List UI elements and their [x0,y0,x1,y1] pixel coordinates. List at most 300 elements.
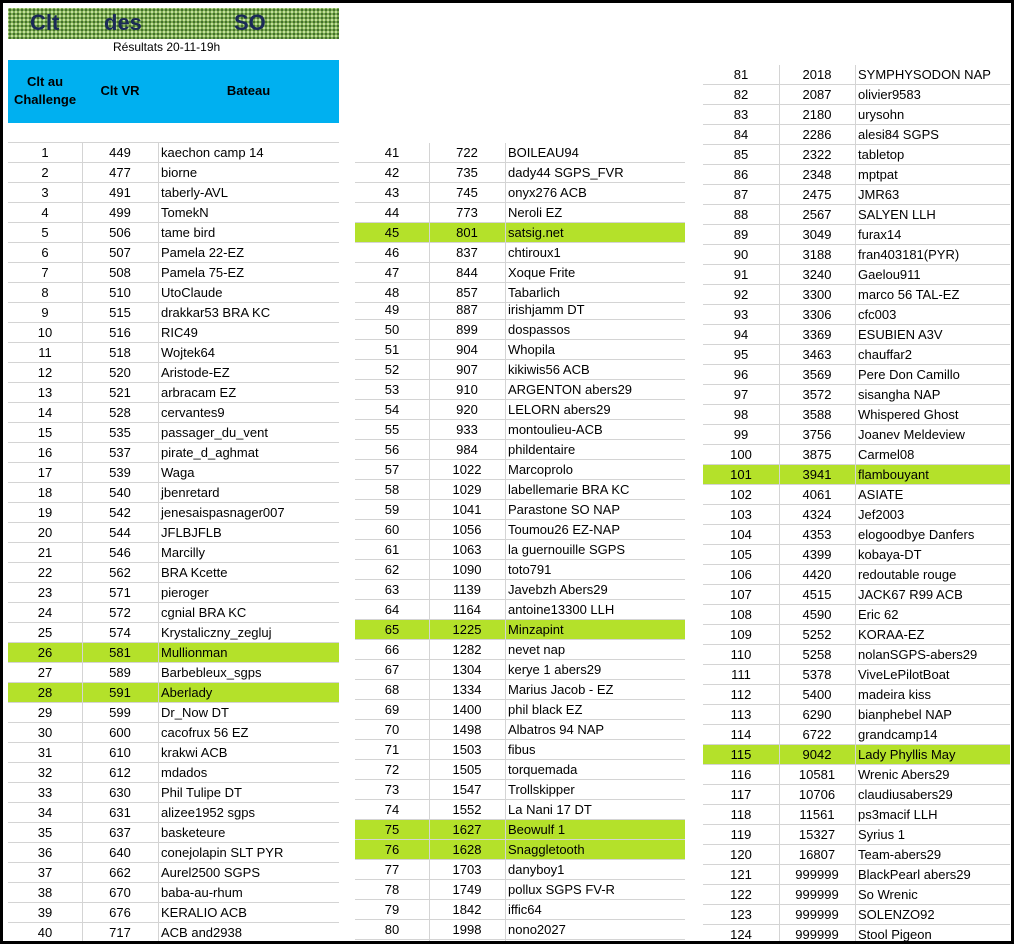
boat-name: passager_du_vent [161,425,268,440]
vr-rank: 4590 [802,607,832,622]
challenge-rank: 108 [730,607,752,622]
challenge-rank: 52 [384,362,400,377]
results-date: Résultats 20-11-19h [113,40,221,54]
table-row [355,300,685,320]
challenge-rank: 121 [730,867,752,882]
challenge-rank: 66 [384,642,400,657]
challenge-rank: 91 [733,267,749,282]
table-row [8,423,339,443]
challenge-rank: 103 [730,507,752,522]
vr-rank: 3049 [802,227,832,242]
vr-rank: 899 [456,322,478,337]
challenge-rank: 34 [37,805,53,820]
vr-rank: 2322 [802,147,832,162]
table-row [703,505,1010,525]
vr-rank: 520 [109,365,131,380]
table-row [703,885,1010,905]
challenge-rank: 69 [384,702,400,717]
vr-rank: 5400 [802,687,832,702]
challenge-rank: 13 [37,385,53,400]
boat-name: BlackPearl abers29 [858,867,971,882]
column-separator [505,143,506,943]
boat-name: Marcilly [161,545,206,560]
table-row [8,583,339,603]
vr-rank: 574 [109,625,131,640]
vr-rank: 4324 [802,507,832,522]
challenge-rank: 45 [384,225,400,240]
table-row [8,503,339,523]
vr-rank: 631 [109,805,131,820]
header-rank-line2: Challenge [13,92,77,107]
boat-name: cacofrux 56 EZ [161,725,249,740]
boat-name: Carmel08 [858,447,915,462]
challenge-rank: 117 [730,787,752,802]
table-row [8,763,339,783]
challenge-rank: 60 [384,522,400,537]
column-separator [855,65,856,944]
vr-rank: 591 [109,685,131,700]
vr-rank: 4399 [802,547,832,562]
vr-rank: 933 [456,422,478,437]
boat-name: claudiusabers29 [858,787,953,802]
boat-name: ACB and2938 [161,925,242,940]
vr-rank: 640 [109,845,131,860]
challenge-rank: 32 [37,765,53,780]
boat-name: iffic64 [508,902,542,917]
boat-name: jbenretard [161,485,220,500]
boat-name: kobaya-DT [858,547,922,562]
table-row [703,845,1010,865]
challenge-rank: 65 [384,622,400,637]
table-row [8,723,339,743]
boat-name: Jef2003 [858,507,905,522]
boat-name: Snaggletooth [508,842,585,857]
boat-name: mdados [161,765,208,780]
table-row [355,400,685,420]
vr-rank: 528 [109,405,131,420]
boat-name: pieroger [161,585,209,600]
challenge-rank: 7 [41,265,49,280]
vr-rank: 539 [109,465,131,480]
table-row [355,600,685,620]
boat-name: Mullionman [161,645,228,660]
boat-name: alesi84 SGPS [858,127,939,142]
boat-name: fibus [508,742,536,757]
vr-rank: 1282 [452,642,482,657]
challenge-rank: 44 [384,205,400,220]
table-row [703,365,1010,385]
boat-name: cervantes9 [161,405,225,420]
vr-rank: 907 [456,362,478,377]
table-row [8,523,339,543]
table-row [8,703,339,723]
challenge-rank: 5 [41,225,49,240]
boat-name: Albatros 94 NAP [508,722,605,737]
vr-rank: 10706 [798,787,836,802]
vr-rank: 540 [109,485,131,500]
vr-rank: 491 [109,185,131,200]
column-separator [82,143,83,943]
table-row [8,143,339,163]
boat-name: tabletop [858,147,905,162]
challenge-rank: 43 [384,185,400,200]
boat-name: arbracam EZ [161,385,237,400]
vr-rank: 11561 [799,807,835,822]
boat-name: Neroli EZ [508,205,563,220]
vr-rank: 857 [456,285,478,300]
vr-rank: 1627 [452,822,482,837]
challenge-rank: 27 [37,665,53,680]
table-row [8,323,339,343]
table-row [8,283,339,303]
vr-rank: 999999 [795,887,839,902]
boat-name: SOLENZO92 [858,907,935,922]
boat-name: biorne [161,165,198,180]
table-row [703,925,1010,944]
vr-rank: 15327 [798,827,836,842]
table-row [8,183,339,203]
table-row [8,263,339,283]
boat-name: kikiwis56 ACB [508,362,590,377]
challenge-rank: 70 [384,722,400,737]
table-row [8,203,339,223]
table-row [703,325,1010,345]
vr-rank: 1063 [452,542,482,557]
table-row [8,363,339,383]
header-boat: Bateau [226,83,271,98]
table-row [355,840,685,860]
boat-name: JFLBJFLB [161,525,222,540]
boat-name: Joanev Meldeview [858,427,965,442]
vr-rank: 508 [109,265,131,280]
boat-name: Minzapint [508,622,564,637]
challenge-rank: 22 [37,565,53,580]
challenge-rank: 93 [733,307,749,322]
table-row [355,263,685,283]
table-row [8,663,339,683]
vr-rank: 5258 [802,647,832,662]
boat-name: olivier9583 [858,87,921,102]
vr-rank: 2348 [802,167,832,182]
table-row [703,345,1010,365]
challenge-rank: 50 [384,322,400,337]
table-row [355,820,685,840]
table-row [355,660,685,680]
vr-rank: 1029 [452,482,482,497]
table-row [703,785,1010,805]
challenge-rank: 89 [733,227,749,242]
table-row [703,625,1010,645]
challenge-rank: 78 [384,882,400,897]
boat-name: Javebzh Abers29 [508,582,608,597]
boat-name: Wojtek64 [161,345,215,360]
vr-rank: 1304 [452,662,482,677]
table-row [703,665,1010,685]
boat-name: LELORN abers29 [508,402,611,417]
boat-name: Waga [161,465,195,480]
vr-rank: 670 [109,885,131,900]
challenge-rank: 112 [730,687,752,702]
boat-name: Trollskipper [508,782,575,797]
challenge-rank: 115 [730,747,752,762]
challenge-rank: 64 [384,602,400,617]
boat-name: Aristode-EZ [161,365,230,380]
challenge-rank: 79 [384,902,400,917]
boat-name: UtoClaude [161,285,223,300]
vr-rank: 1225 [452,622,482,637]
boat-name: la guernouille SGPS [508,542,626,557]
vr-rank: 1090 [452,562,482,577]
vr-rank: 507 [109,245,131,260]
table-row [355,420,685,440]
challenge-rank: 113 [730,707,752,722]
challenge-rank: 26 [37,645,53,660]
challenge-rank: 102 [730,487,752,502]
vr-rank: 630 [109,785,131,800]
table-row [703,65,1010,85]
table-row [8,743,339,763]
table-row [355,203,685,223]
challenge-rank: 14 [37,405,53,420]
vr-rank: 5252 [802,627,832,642]
boat-name: antoine13300 LLH [508,602,615,617]
table-row [703,825,1010,845]
challenge-rank: 8 [41,285,49,300]
boat-name: Lady Phyllis May [858,747,956,762]
boat-name: KORAA-EZ [858,627,925,642]
challenge-rank: 96 [733,367,749,382]
challenge-rank: 29 [37,705,53,720]
table-row [703,405,1010,425]
boat-name: kaechon camp 14 [161,145,264,160]
table-row [703,185,1010,205]
vr-rank: 537 [109,445,131,460]
challenge-rank: 100 [730,447,752,462]
vr-rank: 3941 [802,467,832,482]
vr-rank: 449 [109,145,131,160]
boat-name: Wrenic Abers29 [858,767,950,782]
vr-rank: 1998 [452,922,482,937]
table-row [8,303,339,323]
vr-rank: 1041 [452,502,482,517]
table-row [355,243,685,263]
table-row [703,865,1010,885]
challenge-rank: 54 [384,402,400,417]
vr-rank: 745 [456,185,478,200]
table-row [703,165,1010,185]
boat-name: Marius Jacob - EZ [508,682,614,697]
table-row [355,680,685,700]
challenge-rank: 81 [733,67,749,82]
boat-name: alizee1952 sgps [161,805,255,820]
vr-rank: 477 [109,165,131,180]
challenge-rank: 48 [384,285,400,300]
challenge-rank: 12 [37,365,53,380]
challenge-rank: 15 [37,425,53,440]
challenge-rank: 51 [384,342,400,357]
title-word-3: SO [234,10,266,35]
boat-name: Pamela 22-EZ [161,245,245,260]
vr-rank: 999999 [795,867,839,882]
challenge-rank: 53 [384,382,400,397]
challenge-rank: 1 [41,145,49,160]
title-banner [8,8,339,39]
challenge-rank: 55 [384,422,400,437]
boat-name: Phil Tulipe DT [161,785,242,800]
title-word-2: des [104,10,142,35]
challenge-rank: 36 [37,845,53,860]
boat-name: labellemarie BRA KC [508,482,630,497]
challenge-rank: 20 [37,525,53,540]
vr-rank: 1334 [452,682,482,697]
challenge-rank: 30 [37,725,53,740]
header-vr: Clt VR [100,83,140,98]
boat-name: Team-abers29 [858,847,942,862]
boat-name: Pere Don Camillo [858,367,960,382]
boat-name: bianphebel NAP [858,707,952,722]
table-row [703,605,1010,625]
vr-rank: 920 [456,402,478,417]
challenge-rank: 111 [731,667,751,682]
table-row [703,105,1010,125]
boat-name: RIC49 [161,325,198,340]
table-row [703,485,1010,505]
table-row [355,340,685,360]
table-row [8,903,339,923]
vr-rank: 1022 [452,462,482,477]
challenge-rank: 24 [37,605,53,620]
challenge-rank: 17 [37,465,53,480]
challenge-rank: 4 [41,205,49,220]
vr-rank: 910 [456,382,478,397]
table-row [703,905,1010,925]
table-row [355,700,685,720]
table-row [703,425,1010,445]
vr-rank: 1547 [452,782,482,797]
header-rank-line1: Clt au [26,74,64,89]
vr-rank: 3588 [802,407,832,422]
table-row [8,483,339,503]
vr-rank: 562 [109,565,131,580]
table-row [355,560,685,580]
vr-rank: 510 [109,285,131,300]
challenge-rank: 47 [384,265,400,280]
boat-name: cfc003 [858,307,897,322]
vr-rank: 2286 [802,127,832,142]
table-row [8,603,339,623]
vr-rank: 722 [456,145,478,160]
boat-name: irishjamm DT [508,302,585,317]
vr-rank: 600 [109,725,131,740]
challenge-rank: 33 [37,785,53,800]
boat-name: baba-au-rhum [161,885,243,900]
boat-name: fran403181(PYR) [858,247,960,262]
challenge-rank: 80 [384,922,400,937]
challenge-rank: 28 [37,685,53,700]
table-row [8,623,339,643]
vr-rank: 6722 [802,727,832,742]
vr-rank: 999999 [795,927,839,942]
challenge-rank: 119 [730,827,752,842]
challenge-rank: 49 [384,302,400,317]
table-row [8,883,339,903]
table-row [8,343,339,363]
boat-name: flambouyant [858,467,929,482]
challenge-rank: 98 [733,407,749,422]
table-row [8,863,339,883]
boat-name: grandcamp14 [858,727,938,742]
table-row [703,765,1010,785]
vr-rank: 521 [109,385,131,400]
challenge-rank: 109 [730,627,752,642]
challenge-rank: 83 [733,107,749,122]
table-row [355,540,685,560]
vr-rank: 544 [109,525,131,540]
vr-rank: 1703 [452,862,482,877]
challenge-rank: 75 [384,822,400,837]
vr-rank: 717 [109,925,131,940]
table-row [8,463,339,483]
vr-rank: 735 [456,165,478,180]
vr-rank: 3240 [802,267,832,282]
table-row [8,643,339,663]
table-row [703,385,1010,405]
vr-rank: 2567 [802,207,832,222]
challenge-rank: 10 [37,325,53,340]
boat-name: KERALIO ACB [161,905,247,920]
table-row [355,920,685,940]
table-row [355,460,685,480]
challenge-rank: 123 [730,907,752,922]
header-rank [8,73,82,109]
table-row [703,145,1010,165]
vr-rank: 984 [456,442,478,457]
boat-name: tame bird [161,225,216,240]
vr-rank: 2087 [802,87,832,102]
vr-rank: 516 [109,325,131,340]
vr-rank: 571 [109,585,131,600]
challenge-rank: 84 [733,127,749,142]
vr-rank: 3875 [802,447,832,462]
vr-rank: 3572 [802,387,832,402]
vr-rank: 3369 [802,327,832,342]
vr-rank: 16807 [798,847,836,862]
table-row [355,223,685,243]
boat-name: furax14 [858,227,902,242]
boat-name: nono2027 [508,922,566,937]
table-row [703,525,1010,545]
table-row [355,760,685,780]
boat-name: Eric 62 [858,607,899,622]
challenge-rank: 77 [384,862,400,877]
boat-name: Barbebleux_sgps [161,665,262,680]
challenge-rank: 18 [37,485,53,500]
boat-name: Whopila [508,342,555,357]
title-word-1: Clt [30,10,60,35]
vr-rank: 801 [456,225,478,240]
table-row [703,225,1010,245]
boat-name: onyx276 ACB [508,185,587,200]
table-row [355,163,685,183]
challenge-rank: 37 [37,865,53,880]
table-row [355,440,685,460]
boat-name: pirate_d_aghmat [161,445,259,460]
vr-rank: 1400 [452,702,482,717]
boat-name: kerye 1 abers29 [508,662,602,677]
vr-rank: 1628 [452,842,482,857]
vr-rank: 10581 [798,767,836,782]
table-row [8,803,339,823]
